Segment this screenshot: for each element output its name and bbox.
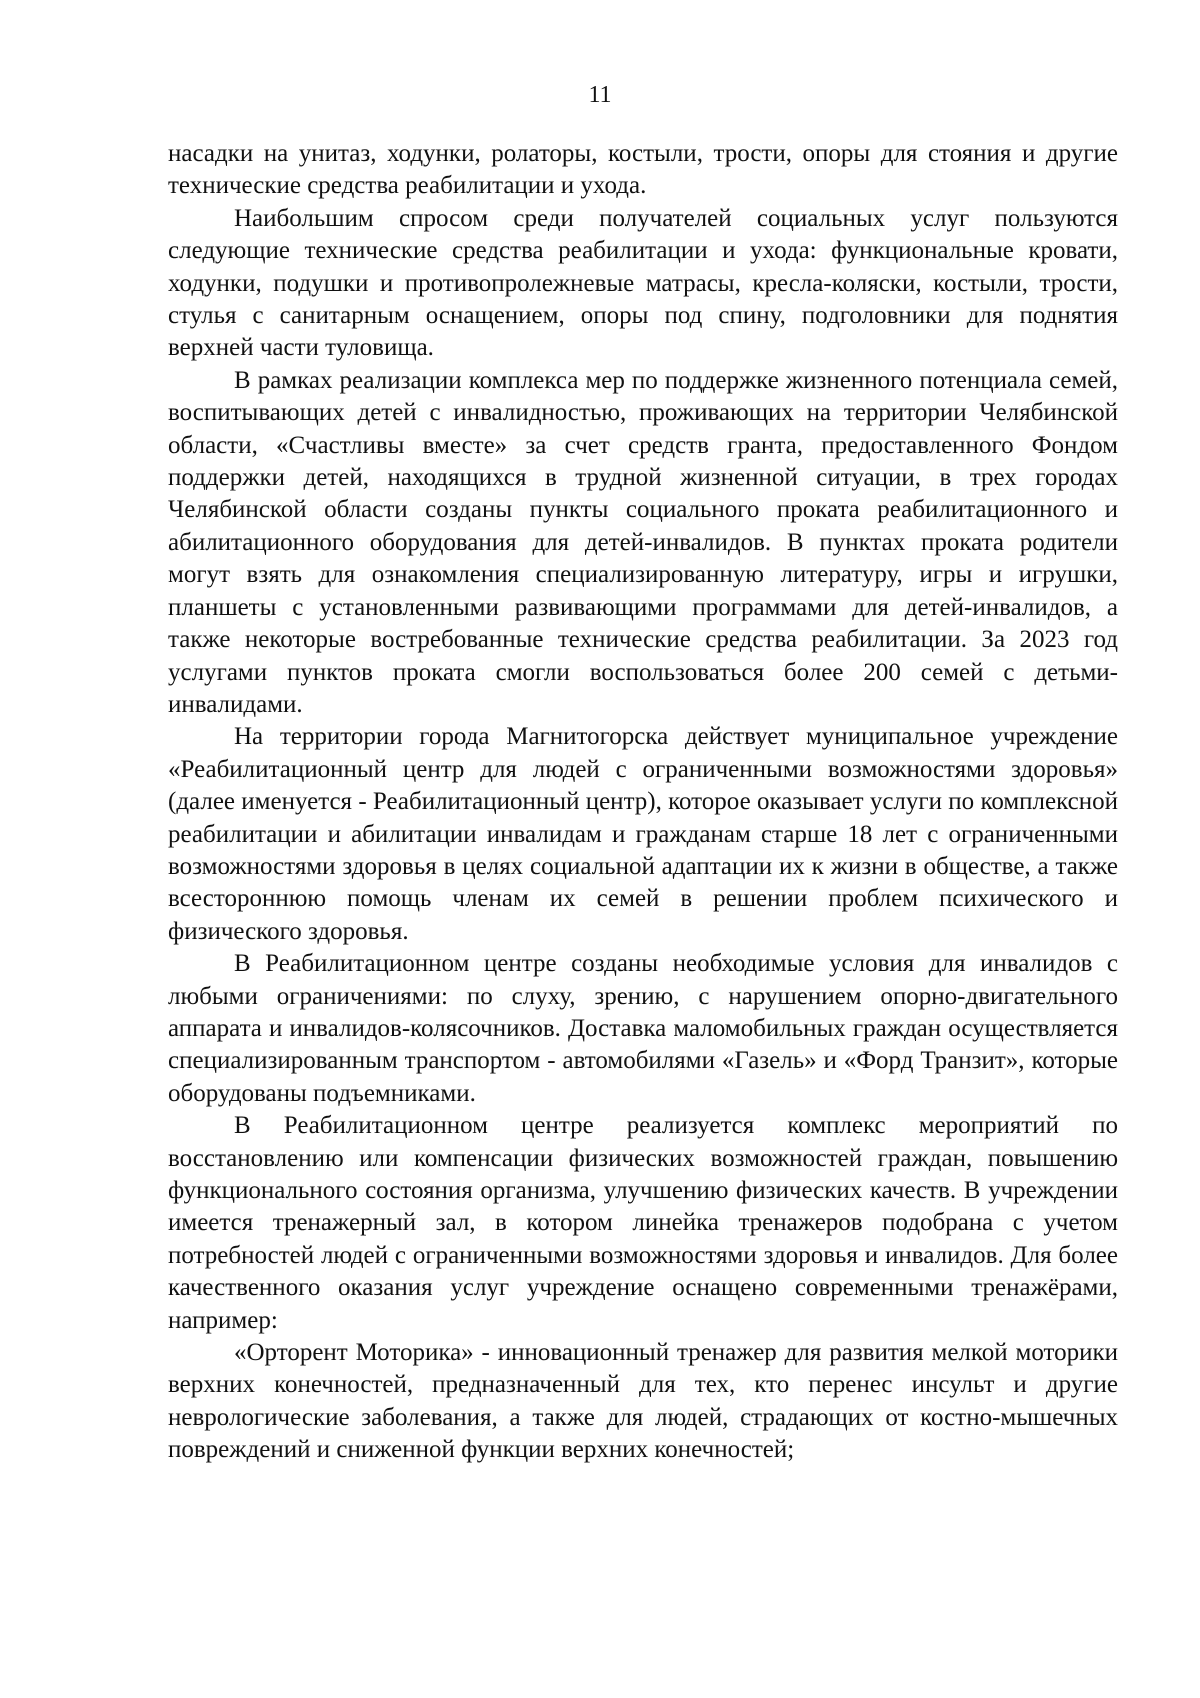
- paragraph: Наибольшим спросом среди получателей социальных услуг пользуются следующие технические средства реабилитации и ухода: функциональные кровати, ходунки, подушки и противопролежневые матрасы, кресла-коляски, костыли, трости, стулья с санитарным оснащением, опоры под спину, подголовники для поднятия верхней части туловища.: [168, 204, 1118, 362]
- paragraph: В Реабилитационном центре реализуется комплекс мероприятий по восстановлению или компенсации физических возможностей граждан, повышению функционального состояния организма, улучшению физических качеств. В учреждении имеется тренажерный зал, в котором линейка тренажеров подобрана с учетом потребностей людей с ограниченными возможностями здоровья и инвалидов. Для более качественного оказания услуг учреждение оснащено современными тренажёрами, например:: [168, 1112, 1118, 1334]
- document-body: [168, 138, 1118, 1467]
- paragraph: В Реабилитационном центре созданы необходимые условия для инвалидов с любыми ограничениями: по слуху, зрению, с нарушением опорно-двигательного аппарата и инвалидов-колясочников. Доставка маломобильных граждан осуществляется специализированным транспортом - автомобилями «Газель» и «Форд Транзит», которые оборудованы подъемниками.: [168, 950, 1118, 1107]
- paragraph: На территории города Магнитогорска действует муниципальное учреждение «Реабилитационный центр для людей с ограниченными возможностями здоровья» (далее именуется - Реабилитационный центр), которое оказывает услуги по комплексной реабилитации и абилитации инвалидам и гражданам старше 18 лет с ограниченными возможностями здоровья в целях социальной адаптации их к жизни в обществе, а также всестороннюю помощь членам их семей в решении проблем психического и физического здоровья.: [168, 723, 1118, 945]
- page-number: 11: [588, 82, 612, 108]
- paragraph: В рамках реализации комплекса мер по поддержке жизненного потенциала семей, воспитывающих детей с инвалидностью, проживающих на территории Челябинской области, «Счастливы вместе» за счет средств гранта, предоставленного Фондом поддержки детей, находящихся в трудной жизненной ситуации, в трех городах Челябинской области созданы пункты социального проката реабилитационного и абилитационного оборудования для детей-инвалидов. В пунктах проката родители могут взять для ознакомления специализированную литературу, игры и игрушки, планшеты с установленными развивающими программами для детей-инвалидов, а также некоторые востребованные технические средства реабилитации. За 2023 год услугами пунктов проката смогли воспользоваться более 200 семей с детьми-инвалидами.: [168, 366, 1118, 718]
- paragraph: насадки на унитаз, ходунки, ролаторы, костыли, трости, опоры для стояния и другие технические средства реабилитации и ухода.: [168, 140, 1118, 200]
- paragraph: «Орторент Моторика» - инновационный тренажер для развития мелкой моторики верхних конечностей, предназначенный для тех, кто перенес инсульт и другие неврологические заболевания, а также для людей, страдающих от костно-мышечных повреждений и сниженной функции верхних конечностей;: [168, 1339, 1118, 1464]
